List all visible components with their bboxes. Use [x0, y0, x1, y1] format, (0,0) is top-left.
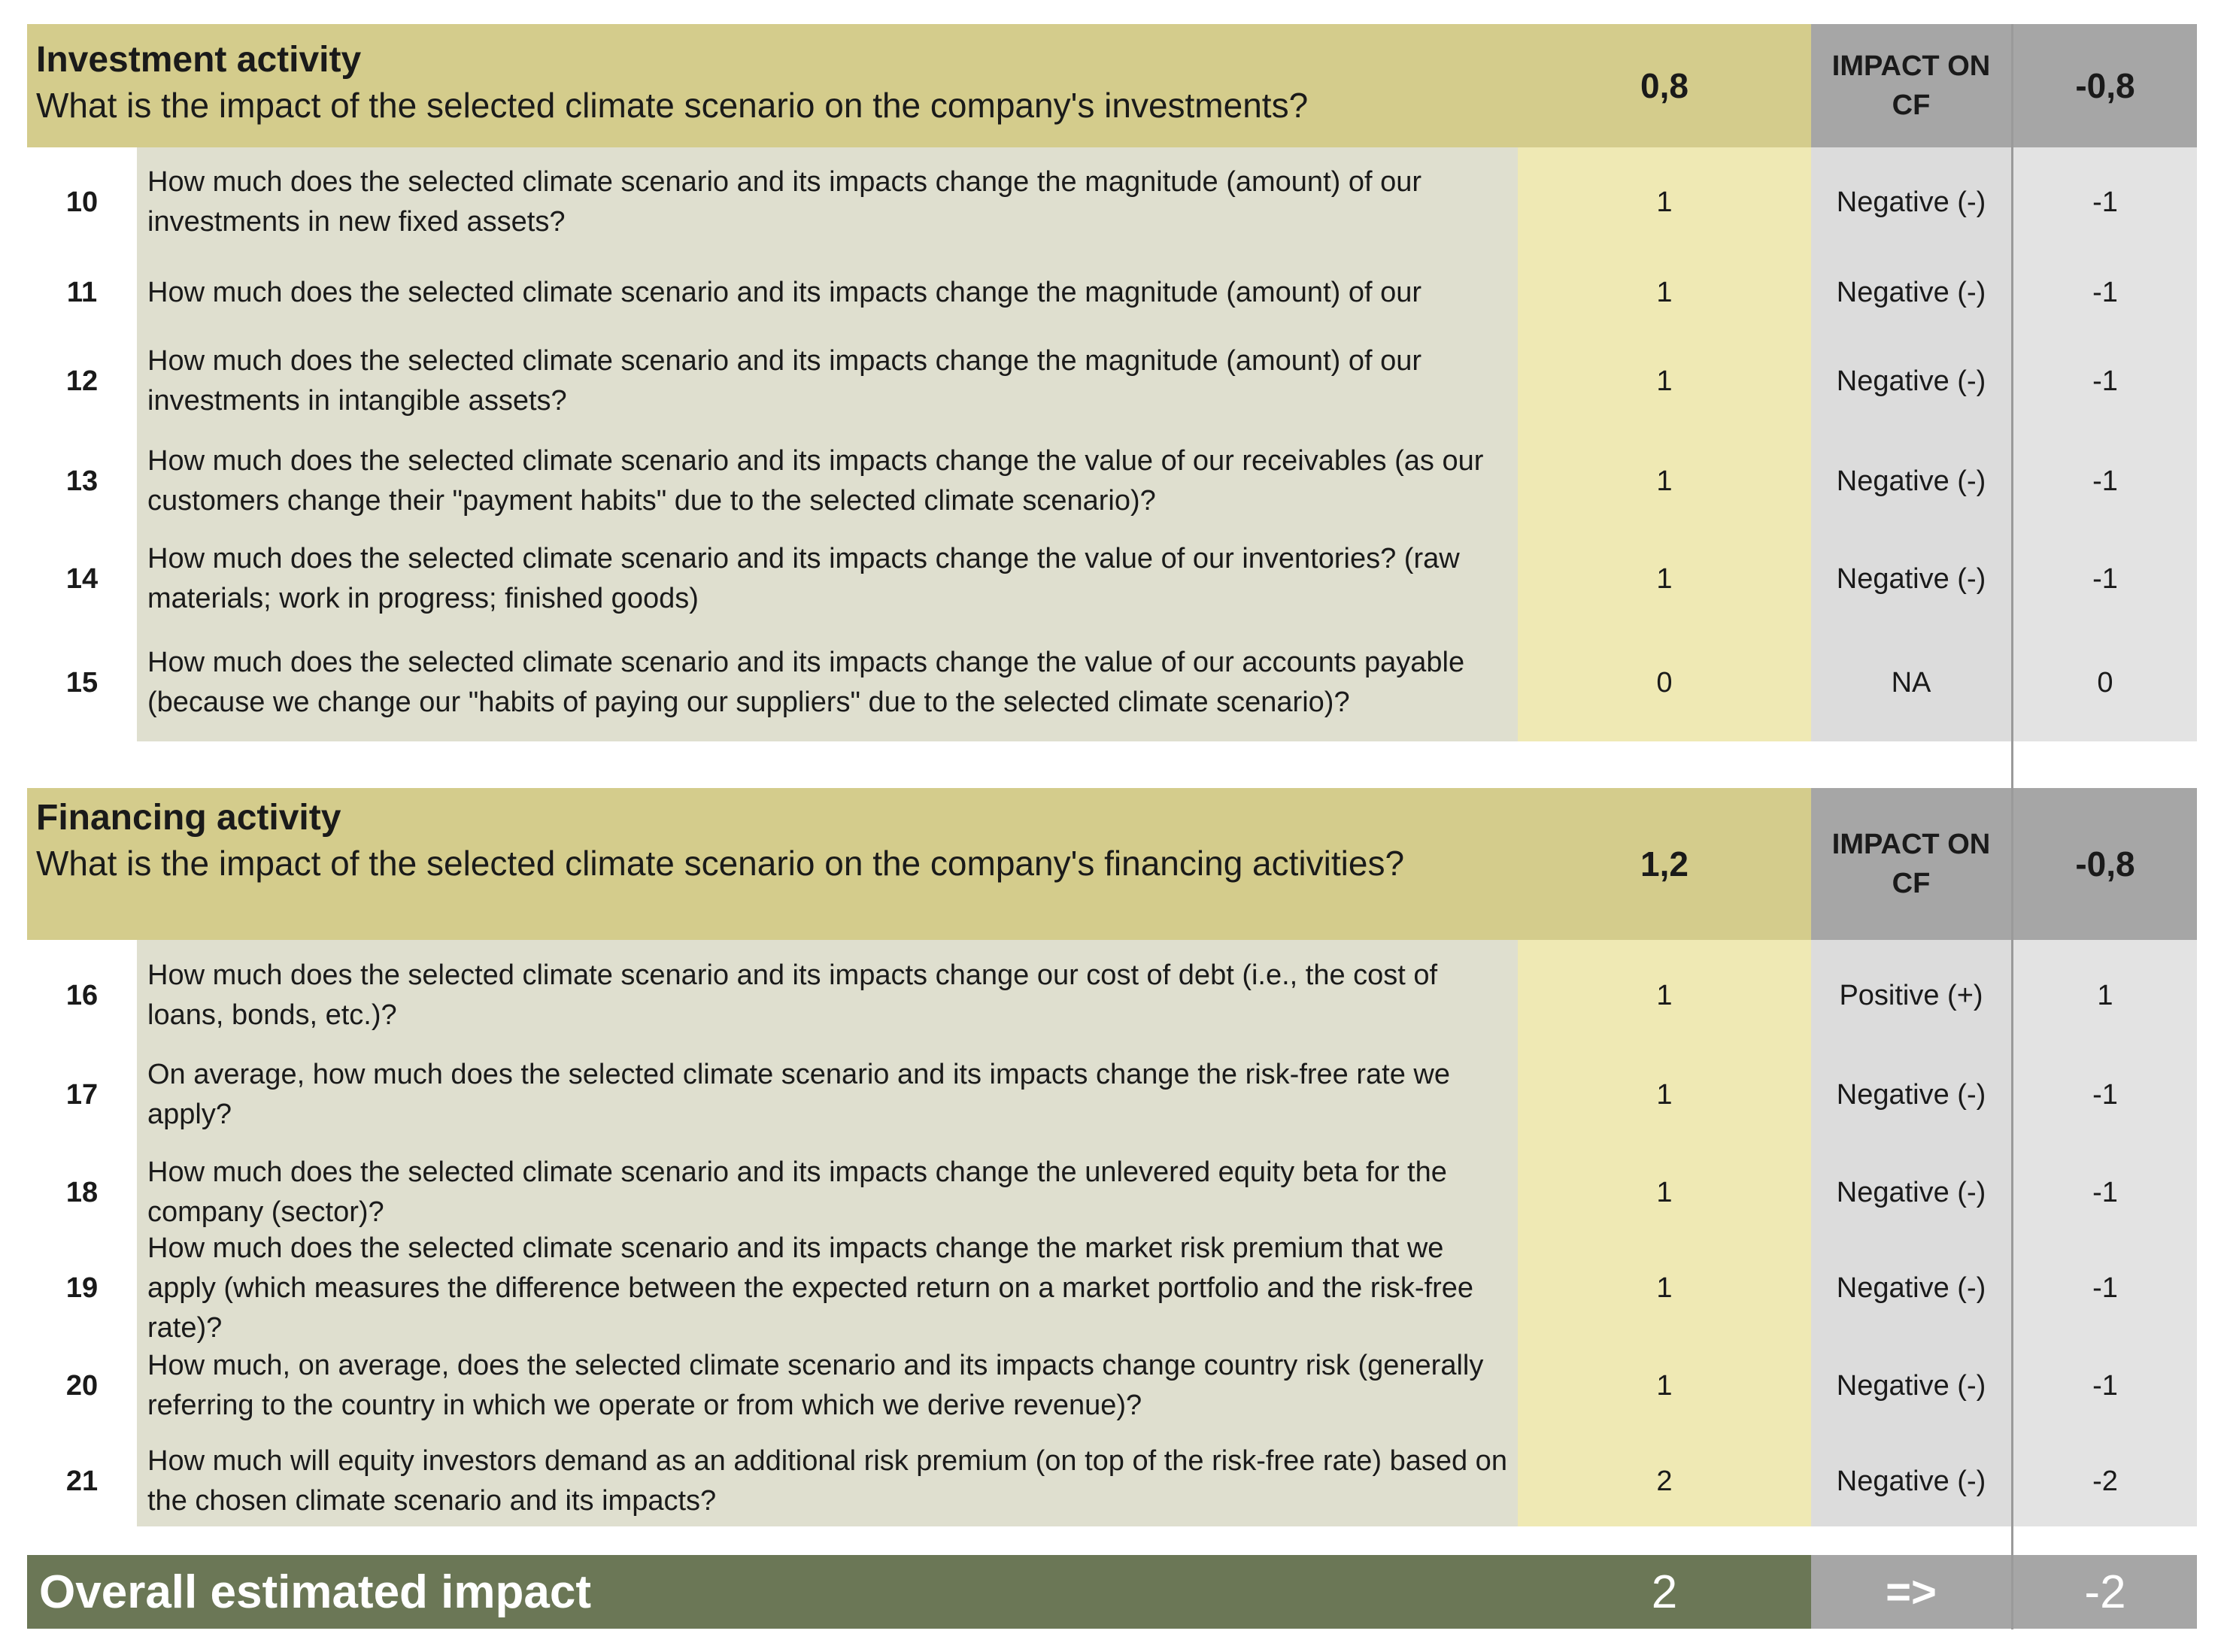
row-question: How much does the selected climate scenario and its impacts change the magnitude (amount) of our investments in new fixed assets?	[147, 166, 1422, 238]
row-score: 1	[1656, 562, 1673, 595]
row-value: -2	[2092, 1465, 2118, 1497]
total-score: 2	[1518, 1555, 1811, 1629]
row-question: How much does the selected climate scenario and its impacts change the market risk premium that we apply (which measures the difference between the expected return on a market portfolio and the risk-free rate)?	[147, 1232, 1474, 1344]
row-value: -1	[2092, 1272, 2118, 1304]
row-impact: Negative (-)	[1836, 1078, 1986, 1111]
row-impact: Negative (-)	[1836, 276, 1986, 308]
row-number: 21	[65, 1465, 99, 1497]
row-question: How much does the selected climate scenario and its impacts change the value of our inventories? (raw materials; work in progress; finished goods)	[147, 543, 1460, 614]
investment-title	[36, 38, 1503, 128]
financing-title-text: Financing activity	[36, 798, 341, 838]
row-value: -1	[2092, 276, 2118, 308]
row-question: On average, how much does the selected climate scenario and its impacts change the risk-free rate we apply?	[147, 1059, 1450, 1130]
row-number: 12	[65, 365, 99, 397]
row-score: 0	[1656, 666, 1673, 699]
row-value: -1	[2092, 186, 2118, 218]
row-impact: NA	[1891, 666, 1931, 699]
financing-subtitle: What is the impact of the selected climate scenario on the company's financing activities?	[36, 844, 1405, 883]
row-question: How much does the selected climate scenario and its impacts change the value of our receivables (as our customers change their "payment habits" due to the selected climate scenario)?	[147, 445, 1484, 517]
financing-title	[36, 796, 1465, 886]
row-question: How much does the selected climate scenario and its impacts change the value of our accounts payable (because we change our "habits of paying our suppliers" due to the selected climate scenario)?	[147, 647, 1465, 718]
row-value: -1	[2092, 1369, 2118, 1402]
row-number: 13	[65, 465, 99, 497]
row-score: 1	[1656, 1078, 1673, 1111]
row-question: How much, on average, does the selected climate scenario and its impacts change country risk (generally referring to the country in which we operate or from which we derive revenue)?	[147, 1350, 1484, 1421]
row-question: How much does the selected climate scenario and its impacts change the magnitude (amount) of our	[147, 276, 1422, 308]
row-score: 1	[1656, 186, 1673, 218]
row-impact: Negative (-)	[1836, 1369, 1986, 1402]
row-impact: Negative (-)	[1836, 1465, 1986, 1497]
row-score: 1	[1656, 1369, 1673, 1402]
row-score: 1	[1656, 979, 1673, 1011]
financing-value: -0,8	[2013, 788, 2197, 940]
row-impact: Positive (+)	[1839, 979, 1983, 1011]
row-value: -1	[2092, 1078, 2118, 1111]
row-score: 1	[1656, 276, 1673, 308]
total-value: -2	[2013, 1555, 2197, 1629]
row-value: -1	[2092, 465, 2118, 497]
row-value: -1	[2092, 562, 2118, 595]
row-value: -1	[2092, 1176, 2118, 1208]
row-number: 20	[65, 1369, 99, 1402]
row-score: 2	[1656, 1465, 1673, 1497]
row-impact: Negative (-)	[1836, 562, 1986, 595]
investment-title-text: Investment activity	[36, 40, 362, 80]
row-value: 0	[2097, 666, 2113, 699]
total-label: Overall estimated impact	[27, 1555, 1518, 1629]
investment-score: 0,8	[1640, 66, 1689, 105]
row-number: 18	[65, 1176, 99, 1208]
investment-impact-header: IMPACT ON CF	[1811, 24, 2011, 147]
financing-impact-header: IMPACT ON CF	[1811, 788, 2011, 940]
row-number: 17	[65, 1078, 99, 1111]
row-number: 19	[65, 1272, 99, 1304]
row-impact: Negative (-)	[1836, 186, 1986, 218]
row-impact: Negative (-)	[1836, 465, 1986, 497]
total-arrow: =>	[1811, 1555, 2011, 1629]
financing-score: 1,2	[1640, 844, 1689, 884]
row-impact: Negative (-)	[1836, 1272, 1986, 1304]
row-question: How much does the selected climate scenario and its impacts change the unlevered equity beta for the company (sector)?	[147, 1156, 1447, 1228]
row-question: How much does the selected climate scenario and its impacts change the magnitude (amount) of our investments in intangible assets?	[147, 345, 1422, 417]
row-question: How much does the selected climate scenario and its impacts change our cost of debt (i.e., the cost of loans, bonds, etc.)?	[147, 959, 1438, 1031]
row-number: 10	[65, 186, 99, 218]
row-number: 14	[65, 562, 99, 595]
row-score: 1	[1656, 365, 1673, 397]
row-value: 1	[2097, 979, 2113, 1011]
row-impact: Negative (-)	[1836, 1176, 1986, 1208]
investment-value: -0,8	[2013, 24, 2197, 147]
investment-subtitle: What is the impact of the selected climate scenario on the company's investments?	[36, 86, 1309, 125]
row-number: 11	[66, 276, 98, 308]
row-score: 1	[1656, 1176, 1673, 1208]
row-number: 15	[65, 666, 99, 699]
row-number: 16	[65, 979, 99, 1011]
row-question: How much will equity investors demand as an additional risk premium (on top of the risk-free rate) based on the chosen climate scenario and its impacts?	[147, 1445, 1507, 1517]
row-score: 1	[1656, 465, 1673, 497]
column-divider	[2011, 24, 2013, 1629]
row-value: -1	[2092, 365, 2118, 397]
row-score: 1	[1656, 1272, 1673, 1304]
row-impact: Negative (-)	[1836, 365, 1986, 397]
